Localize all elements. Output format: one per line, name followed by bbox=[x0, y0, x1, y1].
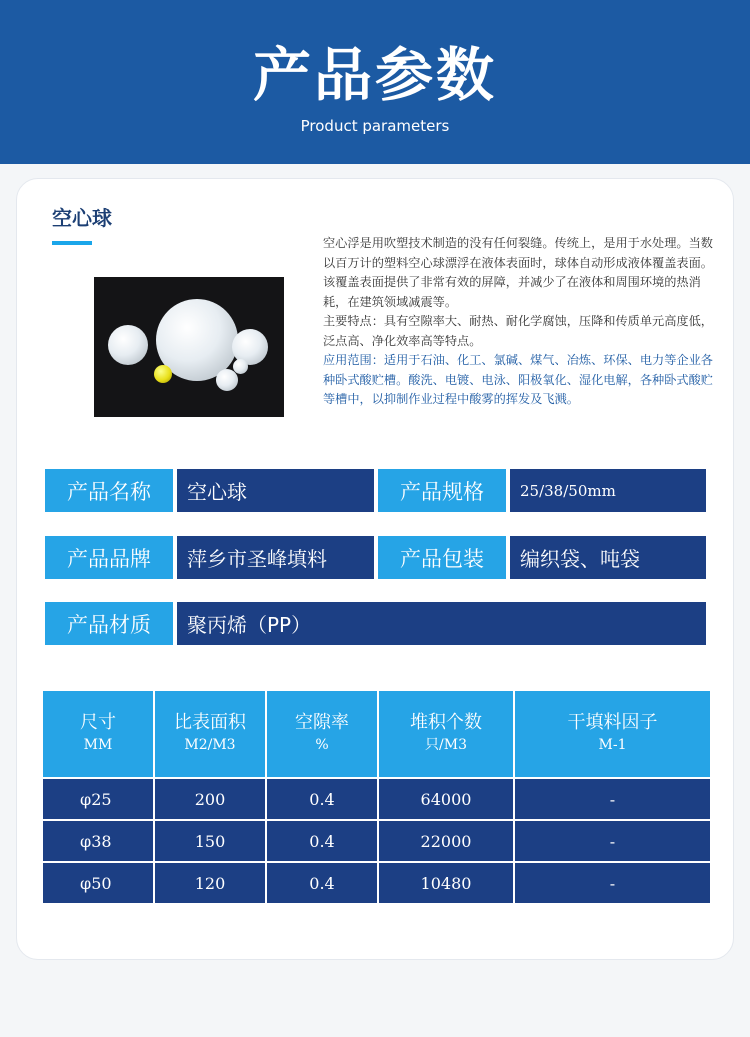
product-brand-label: 产品品牌 bbox=[45, 536, 173, 579]
medium-ball-left bbox=[108, 325, 148, 365]
title-underline bbox=[52, 241, 92, 245]
description-paragraph: 空心浮是用吹塑技术制造的没有任何裂缝。传统上，是用于水处理。当数以百万计的塑料空心球漂浮在液体表面时，球体自动形成液体覆盖表面。该覆盖表面提供了非常有效的屏障，并减少了在液体和周围环境的热消耗，在建筑领域减震等。 bbox=[323, 236, 713, 309]
table-cell: - bbox=[515, 821, 710, 861]
product-brand-value: 萍乡市圣峰填料 bbox=[177, 536, 374, 579]
table-cell: 64000 bbox=[379, 779, 513, 819]
product-package-value: 编织袋、吨袋 bbox=[510, 536, 706, 579]
table-cell: 10480 bbox=[379, 863, 513, 903]
table-cell: φ25 bbox=[43, 779, 153, 819]
header-dry-packing-factor: 干填料因子 M-1 bbox=[515, 691, 710, 777]
product-photo bbox=[94, 277, 284, 417]
page-subtitle: Product parameters bbox=[300, 117, 450, 135]
table-cell: - bbox=[515, 863, 710, 903]
product-description bbox=[323, 234, 725, 410]
product-material-value: 聚丙烯（PP） bbox=[177, 602, 706, 645]
table-cell: 120 bbox=[155, 863, 265, 903]
product-name-value: 空心球 bbox=[177, 469, 374, 512]
table-cell: φ38 bbox=[43, 821, 153, 861]
spec-row-name bbox=[45, 469, 706, 512]
features-paragraph: 主要特点：具有空隙率大、耐热、耐化学腐蚀，压降和传质单元高度低，泛点高、净化效率高等特点。 bbox=[323, 314, 713, 348]
header-packing-count: 堆积个数 只/M3 bbox=[379, 691, 513, 777]
product-spec-value: 25/38/50mm bbox=[510, 469, 706, 512]
spec-row-material bbox=[45, 602, 706, 645]
table-row bbox=[43, 863, 710, 903]
table-cell: - bbox=[515, 779, 710, 819]
table-header-row bbox=[43, 691, 710, 777]
table-cell: 22000 bbox=[379, 821, 513, 861]
header-size: 尺寸 MM bbox=[43, 691, 153, 777]
header-void-ratio: 空隙率 % bbox=[267, 691, 377, 777]
tiny-ball bbox=[233, 359, 248, 374]
application-paragraph: 应用范围：适用于石油、化工、氯碱、煤气、冶炼、环保、电力等企业各种卧式酸贮槽。酸洗、电镀、电泳、阳极氧化、湿化电解，各种卧式酸贮等槽中，以抑制作业过程中酸雾的挥发及飞溅。 bbox=[323, 353, 713, 406]
page-title: 产品参数 bbox=[252, 41, 497, 109]
product-name-label: 产品名称 bbox=[45, 469, 173, 512]
header-banner bbox=[0, 0, 750, 164]
product-material-label: 产品材质 bbox=[45, 602, 173, 645]
product-package-label: 产品包装 bbox=[378, 536, 506, 579]
product-spec-label: 产品规格 bbox=[378, 469, 506, 512]
parameters-table bbox=[41, 689, 712, 905]
product-title: 空心球 bbox=[52, 206, 112, 230]
table-cell: 0.4 bbox=[267, 779, 377, 819]
small-ball-right bbox=[216, 369, 238, 391]
table-cell: 0.4 bbox=[267, 863, 377, 903]
table-cell: φ50 bbox=[43, 863, 153, 903]
header-surface-area: 比表面积 M2/M3 bbox=[155, 691, 265, 777]
table-row bbox=[43, 779, 710, 819]
table-cell: 0.4 bbox=[267, 821, 377, 861]
spec-row-brand bbox=[45, 536, 706, 579]
table-cell: 200 bbox=[155, 779, 265, 819]
yellow-ball bbox=[154, 365, 172, 383]
table-row bbox=[43, 821, 710, 861]
table-cell: 150 bbox=[155, 821, 265, 861]
